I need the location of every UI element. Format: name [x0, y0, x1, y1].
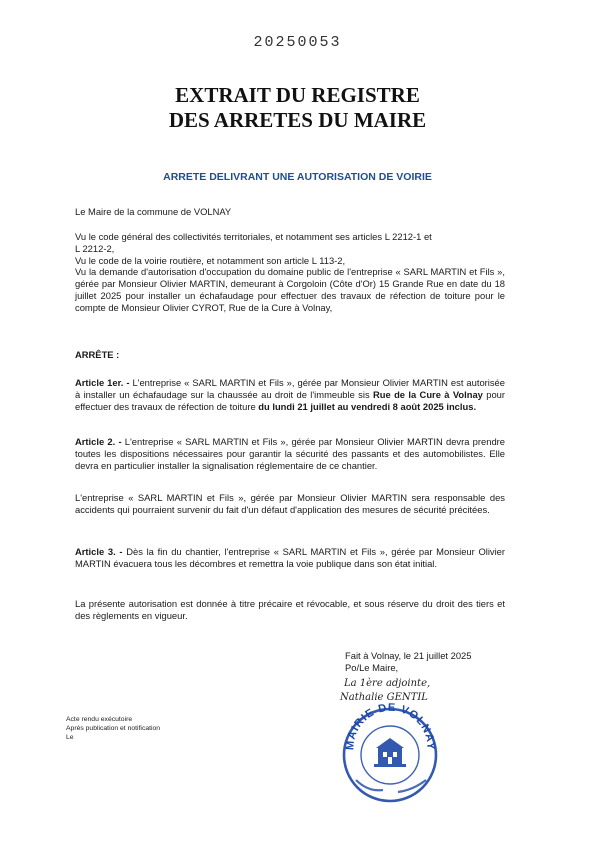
arrete-heading: ARRÊTE :	[75, 349, 120, 360]
vu-demande-paragraph: Vu la demande d'autorisation d'occupation du domaine public de l'entreprise « SARL MARTIN et Fils », gérée par Monsieur Olivier MARTIN, demeurant à Corgoloin (Côte d'Or) 15 Grande Rue en date du 18 juillet 2025 pour installer un échafaudage pour effectuer des travaux de réfection de toiture pour le compte de Monsieur Olivier CYROT, Rue de la Cure à Volnay,	[75, 266, 505, 313]
signature-block	[345, 650, 471, 674]
arrete-subtitle: ARRETE DELIVRANT UNE AUTORISATION DE VOIRIE	[163, 171, 432, 183]
stamp-text: MAIRIE DE VOLNAY	[344, 701, 437, 751]
title-line-1: EXTRAIT DU REGISTRE	[175, 83, 420, 107]
article-1-location: Rue de la Cure à Volnay	[373, 388, 483, 400]
vu-line-2: L 2212-2,	[75, 242, 115, 254]
article-2-text-a: L'entreprise « SARL MARTIN et Fils », gérée par Monsieur Olivier MARTIN devra prendre toutes les dispositions nécessaires pour garantir la sécurité des passants et des automobilistes. Elle devra en particulier installer la signalisation réglementaire de ce chantier.	[75, 436, 505, 471]
intro-line: Le Maire de la commune de VOLNAY	[75, 206, 232, 217]
handwritten-line-2: Nathalie GENTIL	[340, 692, 428, 703]
vu-line-3: Vu le code de la voirie routière, et notamment son article L 113-2,	[75, 254, 346, 266]
article-2-label: Article 2. -	[75, 436, 122, 447]
article-2	[75, 436, 505, 471]
article-1	[75, 377, 505, 412]
article-3-label: Article 3. -	[75, 546, 123, 557]
article-3-text: Dès la fin du chantier, l'entreprise « SARL MARTIN et Fils », gérée par Monsieur Olivier MARTIN évacuera tous les décombres et remettra la voie publique dans son état initial.	[75, 546, 506, 569]
closing-paragraph: La présente autorisation est donnée à titre précaire et révocable, et sous réserve du droit des tiers et des règlements en vigueur.	[75, 598, 505, 621]
footer-notes	[66, 715, 160, 742]
article-1-text-a: L'entreprise « SARL MARTIN et Fils », gérée par Monsieur Olivier MARTIN est autorisée à installer un échafaudage sur la chaussée au droit de l'immeuble sis	[75, 377, 505, 400]
footer-note-publication: Après publication et notification	[66, 725, 161, 732]
article-2-paragraph-2: L'entreprise « SARL MARTIN et Fils », gérée par Monsieur Olivier MARTIN sera responsable des accidents qui pourraient survenir du fait d'un défaut d'application des mesures de sécurité précitées.	[75, 492, 505, 515]
article-3	[75, 546, 505, 570]
title-line-2: DES ARRETES DU MAIRE	[168, 108, 427, 132]
place-date: Fait à Volnay, le 21 juillet 2025	[345, 650, 472, 661]
footer-note-date: Le	[66, 734, 74, 741]
handwritten-line-1: La 1ère adjointe,	[344, 678, 431, 689]
article-1-text-b: pour effectuer des travaux de réfection de toiture	[75, 388, 506, 412]
vu-line-1: Vu le code général des collectivités territoriales, et notamment ses articles L 2212-1 et	[75, 231, 432, 242]
article-1-dates: du lundi 21 juillet au vendredi 8 août 2025 inclus.	[258, 400, 477, 412]
article-1-label: Article 1er. -	[75, 377, 130, 388]
vu-block	[75, 231, 505, 266]
document-title	[0, 83, 595, 133]
mairie-stamp	[338, 700, 443, 805]
document-number: 20250053	[253, 34, 342, 51]
footer-note-executoire: Acte rendu exécutoire	[66, 716, 133, 723]
signatory-role: Po/Le Maire,	[345, 661, 399, 673]
